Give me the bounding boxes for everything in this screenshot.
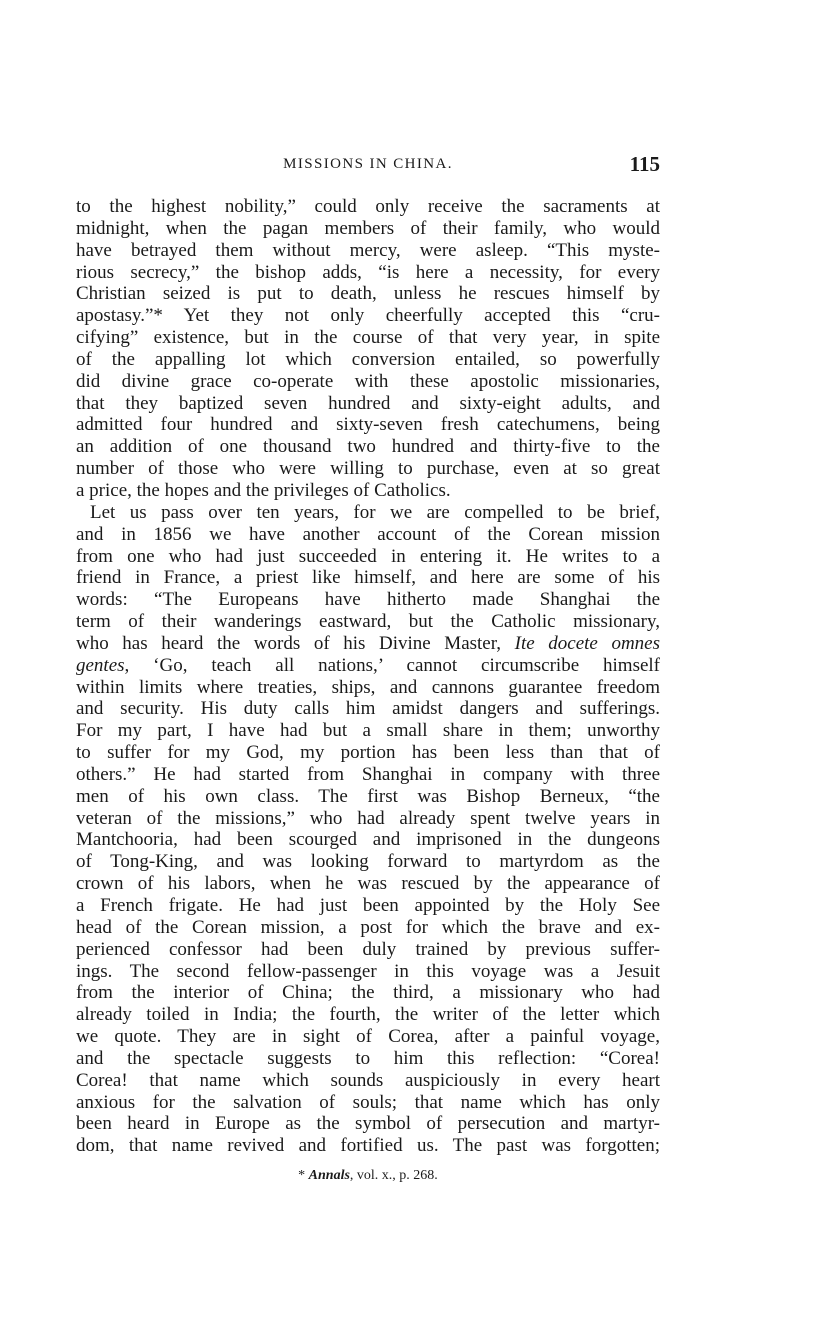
line-text: cifying” existence, but in the course of that very year, in spite — [76, 327, 660, 349]
text-line — [76, 873, 660, 895]
line-text: Corea! that name which sounds auspiciously in every heart — [76, 1069, 660, 1091]
text-line — [76, 393, 660, 415]
text-line — [76, 262, 660, 284]
text-line — [76, 982, 660, 1004]
line-text: to suffer for my God, my portion has been less than that of — [76, 742, 660, 764]
line-text: within limits where treaties, ships, and cannons guarantee freedom — [76, 676, 660, 698]
line-text: Christian seized is put to death, unless he rescues himself by — [76, 283, 660, 305]
text-line — [76, 1048, 660, 1070]
line-text: and the spectacle suggests to him this reflection: “Corea! — [76, 1047, 660, 1069]
text-line — [76, 829, 660, 851]
footnote-title: Annals — [308, 1168, 350, 1183]
line-text: midnight, when the pagan members of their family, who would — [76, 217, 660, 239]
line-text: crown of his labors, when he was rescued by the appearance of — [76, 873, 660, 895]
line-text: a price, the hopes and the privileges of Catholics. — [76, 479, 451, 501]
line-text: already toiled in India; the fourth, the writer of the letter which — [76, 1004, 660, 1026]
line-text: veteran of the missions,” who had already spent twelve years in — [76, 807, 660, 829]
line-text: an addition of one thousand two hundred and thirty-five to the — [76, 436, 660, 458]
line-text: a French frigate. He had just been appointed by the Holy See — [76, 895, 660, 916]
text-line — [76, 786, 660, 808]
running-head-title: MISSIONS IN CHINA. — [283, 156, 453, 172]
text-line — [76, 764, 660, 786]
text-line — [76, 1113, 660, 1135]
text-line — [76, 567, 660, 589]
line-text: rious secrecy,” the bishop adds, “is here a necessity, for every — [76, 261, 660, 283]
footnote — [76, 1168, 660, 1184]
line-text: perienced confessor had been duly trained by previous suffer- — [76, 938, 660, 960]
line-italic-text: gentes — [76, 654, 125, 676]
text-line — [76, 895, 660, 917]
line-text: admitted four hundred and sixty-seven fresh catechumens, being — [76, 414, 660, 436]
line-text: of Tong-King, and was looking forward to martyrdom as the — [76, 851, 660, 873]
line-text: have betrayed them without mercy, were asleep. “This myste- — [76, 239, 660, 261]
line-text: words: “The Europeans have hitherto made Shanghai the — [76, 589, 660, 611]
line-text: and in 1856 we have another account of the Corean mission — [76, 523, 660, 545]
text-line — [76, 524, 660, 546]
text-line — [76, 698, 660, 720]
line-text: ings. The second fellow-passenger in this voyage was a Jesuit — [76, 960, 660, 982]
line-text: been heard in Europe as the symbol of persecution and martyr- — [76, 1113, 660, 1135]
text-line — [76, 1135, 660, 1157]
line-text: from one who had just succeeded in entering it. He writes to a — [76, 545, 660, 567]
line-text: that they baptized seven hundred and sixty-eight adults, and — [76, 392, 660, 414]
line-text: Mantchooria, had been scourged and imprisoned in the dungeons — [76, 829, 660, 851]
text-line — [76, 240, 660, 262]
footnote-reference: , vol. x., p. 268. — [349, 1168, 438, 1183]
text-line — [76, 327, 660, 349]
line-text: from the interior of China; the third, a missionary who had — [76, 982, 660, 1004]
text-line — [76, 633, 660, 655]
text-line — [76, 677, 660, 699]
text-line — [76, 305, 660, 327]
line-text: we quote. They are in sight of Corea, after a painful voyage, — [76, 1026, 660, 1048]
page-number: 115 — [629, 152, 660, 176]
line-text: head of the Corean mission, a post for which the brave and ex- — [76, 916, 660, 938]
text-line — [76, 611, 660, 633]
text-line — [76, 480, 660, 502]
line-text: to the highest nobility,” could only receive the sacraments at — [76, 196, 660, 217]
line-text: For my part, I have had but a small share in them; unworthy — [76, 720, 660, 742]
line-text: dom, that name revived and fortified us. The past was forgotten; — [76, 1135, 660, 1157]
text-line — [76, 1026, 660, 1048]
text-line — [76, 1092, 660, 1114]
text-line — [76, 720, 660, 742]
line-text: number of those who were willing to purchase, even at so great — [76, 458, 660, 480]
text-line — [76, 196, 660, 218]
line-text: and security. His duty calls him amidst dangers and sufferings. — [76, 698, 660, 720]
line-text: men of his own class. The first was Bishop Berneux, “the — [76, 785, 660, 807]
text-line — [76, 283, 660, 305]
line-text: , ‘Go, teach all nations,’ cannot circumscribe himself — [124, 654, 660, 676]
text-line — [76, 436, 660, 458]
line-text: others.” He had started from Shanghai in company with three — [76, 763, 660, 785]
text-line — [76, 371, 660, 393]
line-text: did divine grace co-operate with these apostolic missionaries, — [76, 370, 660, 392]
line-text: of the appalling lot which conversion entailed, so powerfully — [76, 348, 660, 370]
line-text: Let us pass over ten years, for we are compelled to be brief, — [90, 501, 660, 523]
text-line — [76, 742, 660, 764]
text-line — [76, 546, 660, 568]
text-line — [76, 808, 660, 830]
running-head — [76, 152, 660, 182]
text-line — [76, 655, 660, 677]
text-line — [76, 961, 660, 983]
line-text: apostasy.”* Yet they not only cheerfully accepted this “cru- — [76, 305, 660, 327]
text-line — [76, 917, 660, 939]
line-text: anxious for the salvation of souls; that name which has only — [76, 1091, 660, 1113]
text-line — [76, 349, 660, 371]
text-line — [76, 458, 660, 480]
text-line — [76, 414, 660, 436]
text-line — [76, 1004, 660, 1026]
text-line — [76, 502, 660, 524]
text-line — [76, 851, 660, 873]
text-line — [76, 939, 660, 961]
footnote-marker: * — [298, 1168, 309, 1183]
text-line — [76, 1070, 660, 1092]
line-text: term of their wanderings eastward, but the Catholic missionary, — [76, 611, 660, 633]
line-italic-text: Ite docete omnes — [514, 632, 660, 654]
body-text — [76, 196, 660, 1157]
text-line — [76, 218, 660, 240]
line-text: who has heard the words of his Divine Master, — [76, 632, 515, 654]
line-text: friend in France, a priest like himself, and here are some of his — [76, 567, 660, 589]
text-line — [76, 589, 660, 611]
